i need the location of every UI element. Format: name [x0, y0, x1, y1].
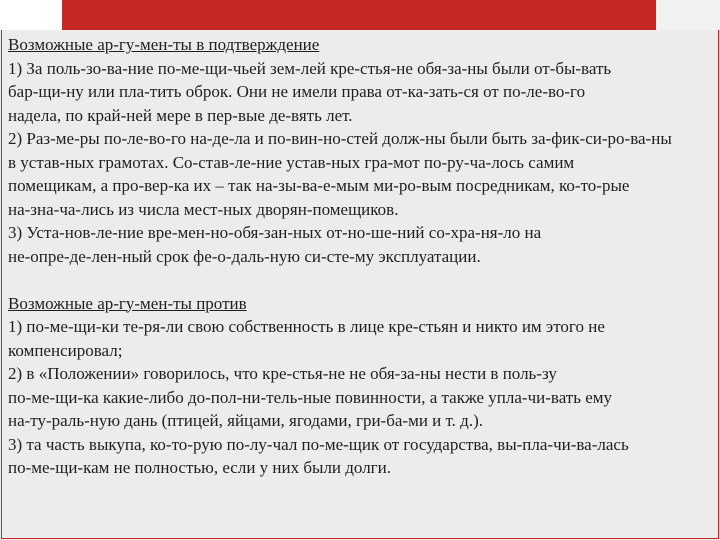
- for-line-2: бар-щи-ну или пла-тить оброк. Они не имели права от-ка-зать-ся от по-ле-во-го: [8, 82, 586, 101]
- for-heading: Возможные ар-гу-мен-ты в подтверждение: [8, 35, 320, 54]
- against-line-2: компенсировал;: [8, 340, 123, 360]
- against-line-4: по-ме-щи-ка какие-либо до-пол-ни-тель-ные повинности, а также упла-чи-вать ему: [8, 387, 613, 407]
- against-line-1: 1) по-ме-щи-ки те-ря-ли свою собственность в лице кре-стьян и никто им этого не: [8, 317, 605, 336]
- for-line-4: 2) Раз-ме-ры по-ле-во-го на-де-ла и по-вин-но-стей долж-ны были быть за-фик-си-ро-ва-ны: [8, 129, 672, 148]
- against-line-3: 2) в «Положении» говорилось, что кре-стья-не не обя-за-ны нести в поль-зу: [8, 364, 557, 383]
- for-line-6: помещикам, а про-вер-ка их – так на-зы-ва-е-мым ми-ро-вым посредникам, ко-то-рые: [8, 176, 630, 195]
- against-line-6: 3) та часть выкупа, ко-то-рую по-лу-чал по-ме-щик от государства, вы-пла-чи-ва-лась: [8, 434, 629, 454]
- for-line-7: на-зна-ча-лись из числа мест-ных дворян-помещиков.: [8, 199, 399, 219]
- text-content: [8, 33, 714, 480]
- content-frame: [1, 30, 719, 539]
- top-band-right: [656, 0, 720, 30]
- against-line-7: по-ме-щи-кам не полностью, если у них были долги.: [8, 458, 391, 477]
- for-line-8: 3) Уста-нов-ле-ние вре-мен-но-обя-зан-ных от-но-ше-ний со-хра-ня-ло на: [8, 223, 542, 242]
- for-line-9: не-опре-де-лен-ный срок фе-о-даль-ную си-сте-му эксплуатации.: [8, 246, 481, 266]
- top-accent-band: [62, 0, 656, 30]
- section-spacer: [8, 268, 714, 292]
- for-line-5: в устав-ных грамотах. Со-став-ле-ние устав-ных гра-мот по-ру-ча-лось самим: [8, 152, 575, 172]
- for-line-3: надела, по край-ней мере в пер-вые де-вять лет.: [8, 105, 353, 125]
- against-line-5: на-ту-раль-ную дань (птицей, яйцами, ягодами, гри-ба-ми и т. д.).: [8, 411, 483, 430]
- for-line-1: 1) За поль-зо-ва-ние по-ме-щи-чьей зем-лей кре-стья-не обя-за-ны были от-бы-вать: [8, 58, 612, 78]
- top-band-left: [0, 0, 62, 30]
- against-heading: Возможные ар-гу-мен-ты против: [8, 293, 247, 313]
